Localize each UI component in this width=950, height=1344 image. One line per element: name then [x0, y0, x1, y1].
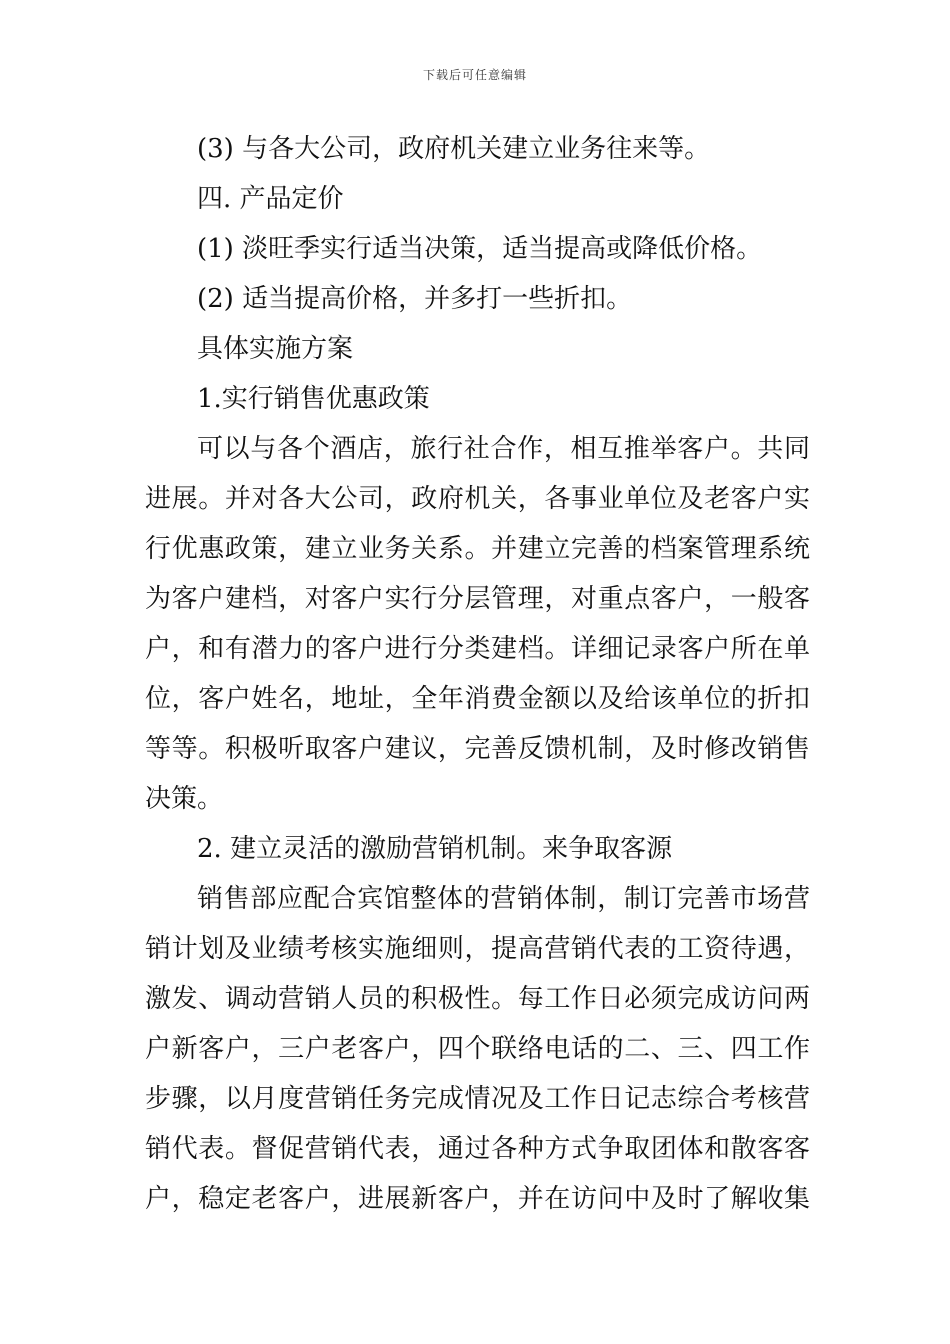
- text-line: 为客户建档，对客户实行分层管理，对重点客户，一般客: [145, 584, 810, 614]
- text-line: 户，和有潜力的客户进行分类建档。详细记录客户所在单: [145, 634, 810, 664]
- text-line: 销代表。督促营销代表，通过各种方式争取团体和散客客: [145, 1134, 810, 1164]
- text-line: 行优惠政策，建立业务关系。并建立完善的档案管理系统: [145, 534, 810, 564]
- text-line: 激发、调动营销人员的积极性。每工作日必须完成访问两: [145, 984, 810, 1014]
- text-line: 销计划及业绩考核实施细则，提高营销代表的工资待遇，: [145, 934, 810, 964]
- text-line: (1) 淡旺季实行适当决策，适当提高或降低价格。: [197, 234, 763, 264]
- text-line: 具体实施方案: [197, 334, 354, 364]
- text-line: 决策。: [145, 784, 224, 814]
- page-header-note: 下载后可任意编辑: [422, 68, 527, 82]
- text-line: (3) 与各大公司，政府机关建立业务往来等。: [197, 134, 711, 164]
- text-line: 步骤，以月度营销任务完成情况及工作日记志综合考核营: [145, 1084, 810, 1114]
- text-line: 四. 产品定价: [197, 184, 344, 214]
- text-line: 1.实行销售优惠政策: [197, 384, 430, 414]
- text-line: 户，稳定老客户，进展新客户，并在访问中及时了解收集: [145, 1184, 810, 1214]
- text-line: (2) 适当提高价格，并多打一些折扣。: [197, 284, 633, 314]
- document-body: [145, 124, 810, 1224]
- text-line: 位，客户姓名，地址，全年消费金额以及给该单位的折扣: [145, 684, 810, 714]
- text-line: 2. 建立灵活的激励营销机制。来争取客源: [197, 834, 673, 864]
- text-line: 等等。积极听取客户建议，完善反馈机制，及时修改销售: [145, 734, 810, 764]
- text-line: 户新客户，三户老客户，四个联络电话的二、三、四工作: [145, 1034, 810, 1064]
- text-line: 可以与各个酒店，旅行社合作，相互推举客户。共同: [197, 434, 810, 464]
- text-line: 进展。并对各大公司，政府机关，各事业单位及老客户实: [145, 484, 810, 514]
- text-line: 销售部应配合宾馆整体的营销体制，制订完善市场营: [197, 884, 810, 914]
